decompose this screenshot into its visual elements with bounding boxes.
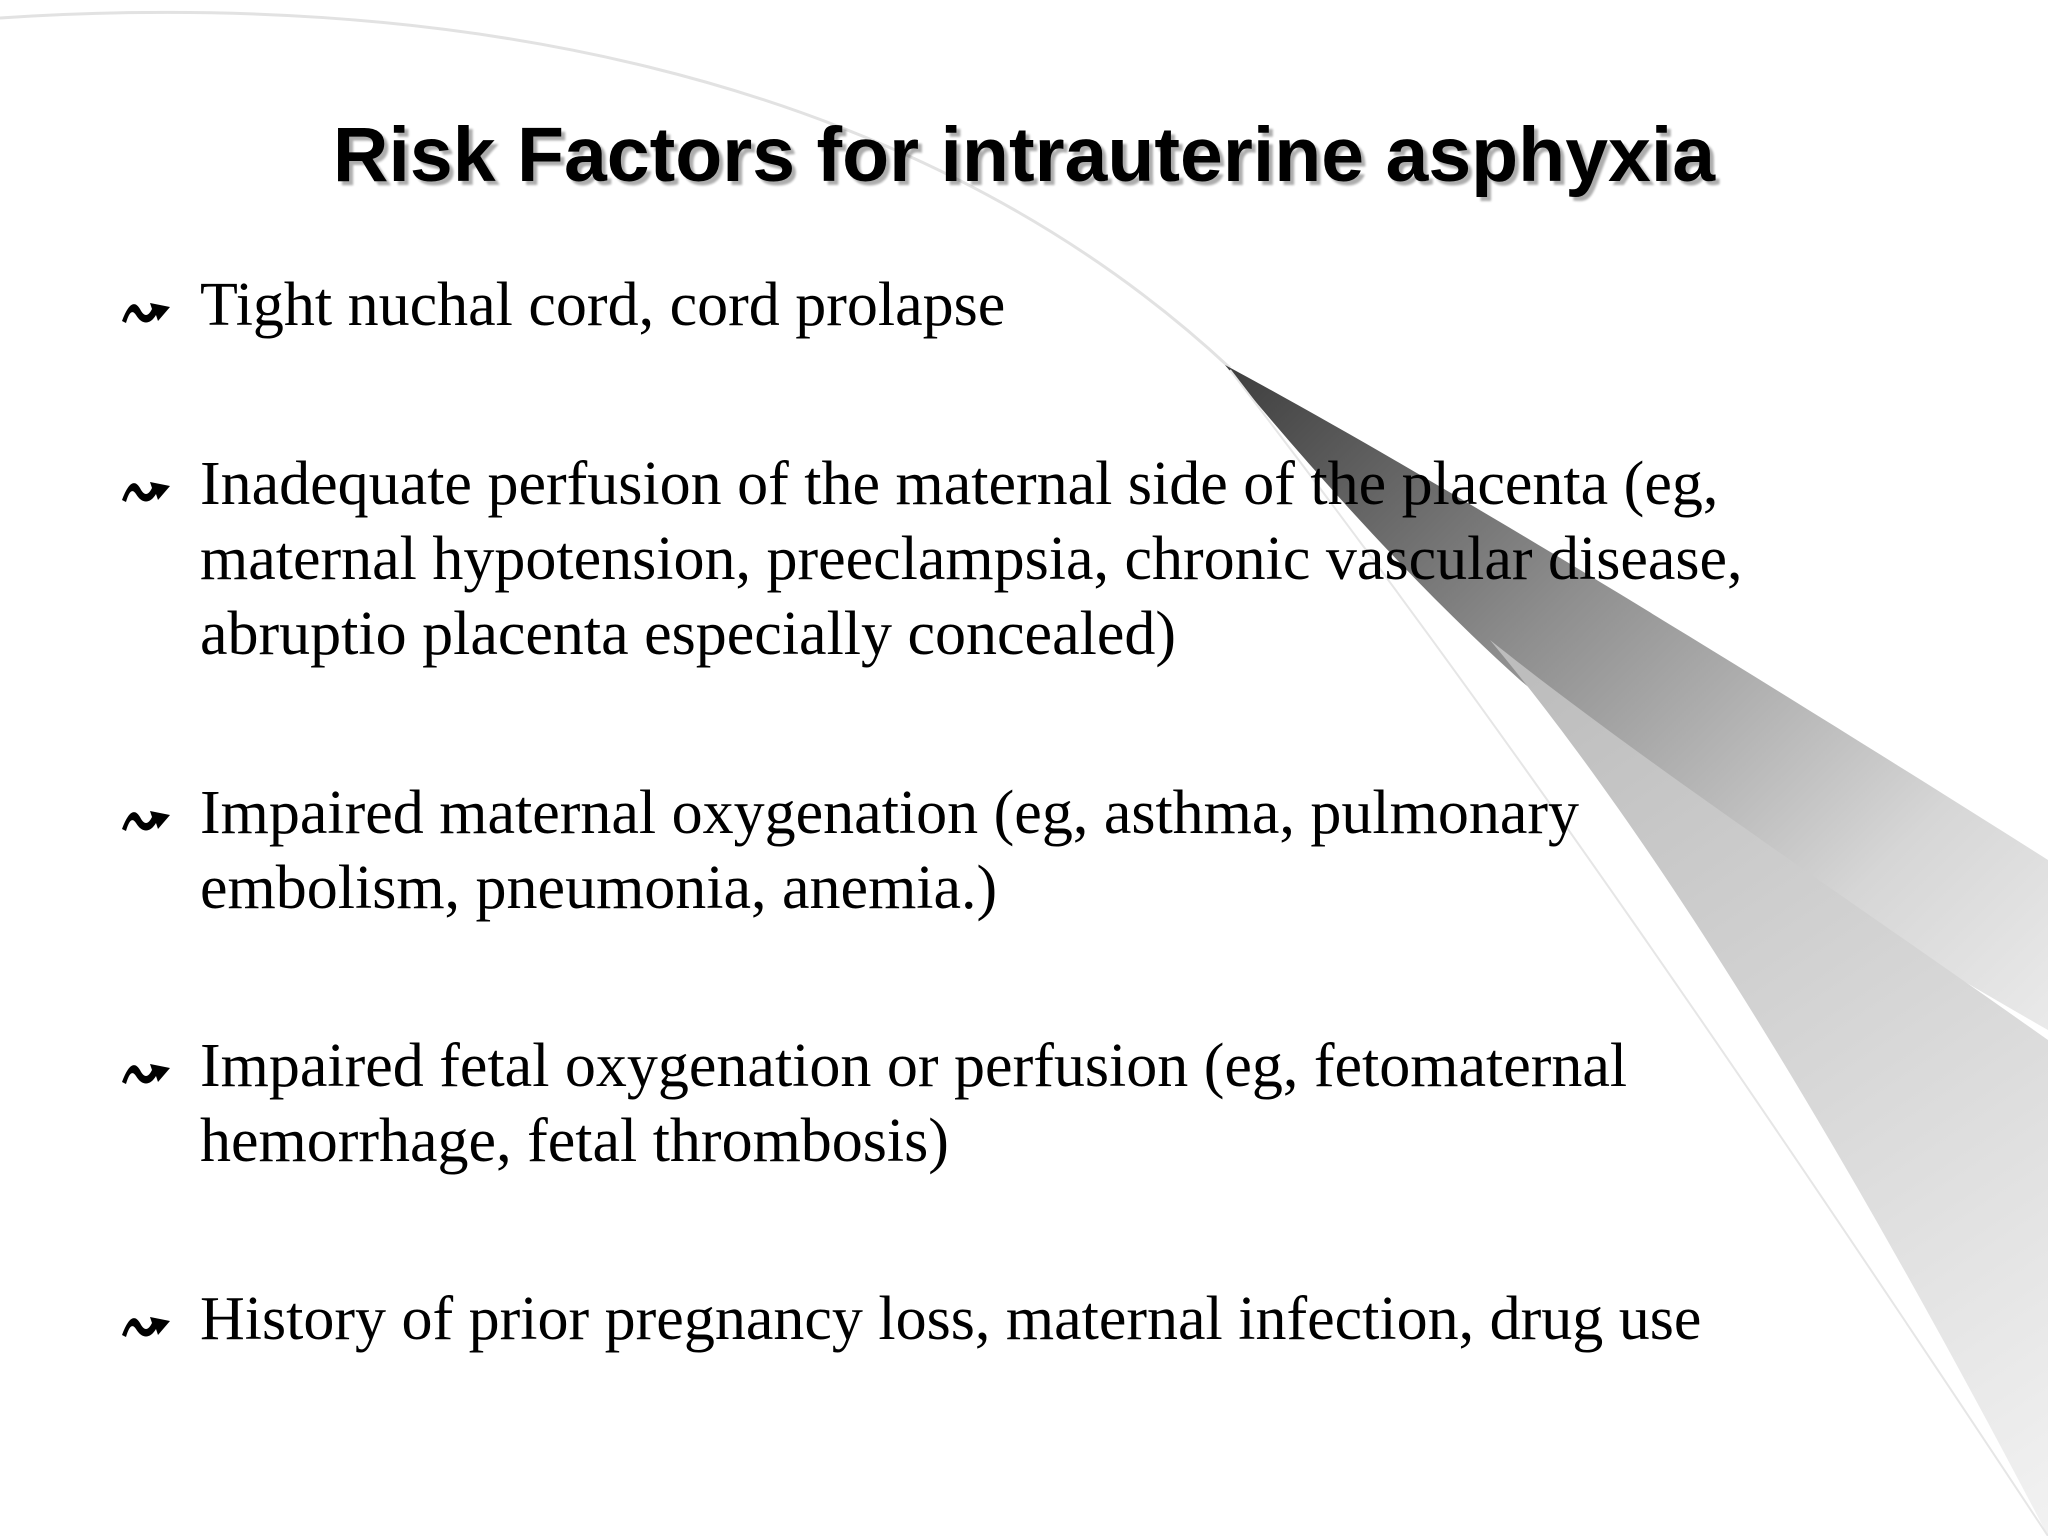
slide-title: Risk Factors for intrauterine asphyxia	[332, 112, 1716, 198]
bullet-item	[120, 268, 1980, 343]
wave-arrow-icon	[120, 1029, 200, 1104]
bullet-text: Impaired maternal oxygenation (eg, asthma, pulmonary embolism, pneumonia, anemia.)	[200, 779, 1580, 922]
bullet-item	[120, 1282, 1980, 1357]
bullet-text: History of prior pregnancy loss, maternal infection, drug use	[200, 1285, 1702, 1353]
wave-arrow-icon	[120, 268, 200, 343]
bullet-text: Tight nuchal cord, cord prolapse	[200, 271, 1006, 339]
bullet-text: Inadequate perfusion of the maternal side of the placenta (eg, maternal hypotension, preeclampsia, chronic vascular disease, abruptio placenta especially concealed)	[200, 450, 1743, 668]
bullet-item	[120, 447, 1980, 672]
bullet-item	[120, 776, 1980, 926]
bullet-text: Impaired fetal oxygenation or perfusion (eg, fetomaternal hemorrhage, fetal thrombosis)	[200, 1032, 1628, 1175]
wave-arrow-icon	[120, 1282, 200, 1357]
bullet-item	[120, 1029, 1980, 1179]
wave-arrow-icon	[120, 447, 200, 522]
wave-arrow-icon	[120, 776, 200, 851]
